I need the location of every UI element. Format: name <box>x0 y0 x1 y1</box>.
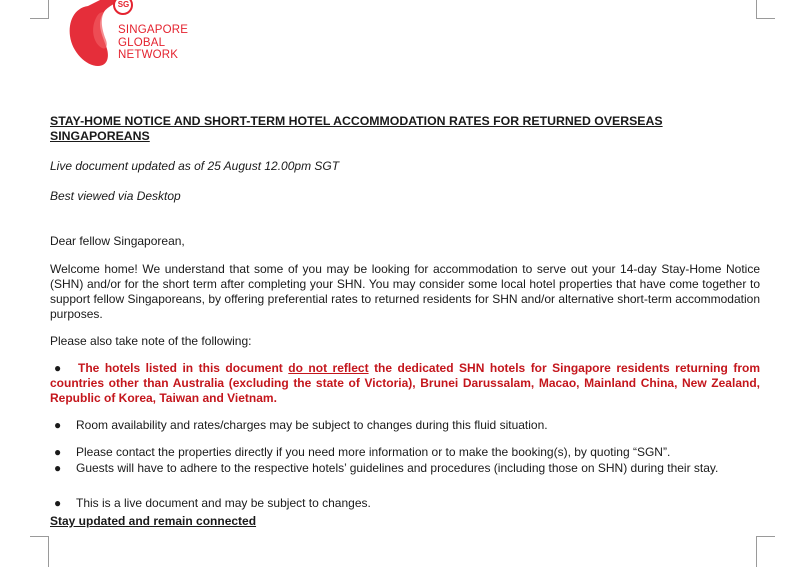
document-body <box>50 114 760 528</box>
list-item <box>50 418 760 433</box>
intro-paragraph: Welcome home! We understand that some of you may be looking for accommodation to serve out your 14-day Stay-Home Notice (SHN) and/or for the short term after completing your SHN. You may consider some local hotel properties that have come together to support fellow Singaporeans, by offering preferential rates to returned residents for SHN and/or alternative short-term accommodation purposes. <box>50 262 760 321</box>
bullet-text: Room availability and rates/charges may be subject to changes during this fluid situation. <box>76 418 548 432</box>
list-item <box>50 461 760 476</box>
bullet-dot: ● <box>54 461 62 475</box>
document-title: STAY-HOME NOTICE AND SHORT-TERM HOTEL ACCOMMODATION RATES FOR RETURNED OVERSEAS SINGAPOREANS <box>50 114 663 143</box>
bullet-dot: ● <box>54 418 62 432</box>
logo-line-3: NETWORK <box>118 49 179 61</box>
note-lead: Please also take note of the following: <box>50 334 252 348</box>
page-corner-bottom-right <box>756 536 775 567</box>
bullet-dot: ● <box>54 361 62 375</box>
list-item-red-notice <box>50 361 760 406</box>
red-notice-part1: The hotels listed in this document <box>78 361 289 375</box>
bullet-dot: ● <box>54 445 62 459</box>
page-corner-top-left <box>30 0 49 19</box>
list-item <box>50 445 760 460</box>
update-note: Live document updated as of 25 August 12.00pm SGT <box>50 159 340 173</box>
logo-badge: SG <box>117 0 130 9</box>
viewing-note: Best viewed via Desktop <box>50 189 181 203</box>
logo-line-2: GLOBAL <box>118 36 166 49</box>
salutation: Dear fellow Singaporean, <box>50 234 185 248</box>
red-notice-part2: the dedicated SHN hotels for Singapore residents returning from countries other than Australia (excluding the state of Victoria), Brunei Darussalam, Macao, Mainland China, New Zealand, Republic of Korea, Taiwan and Vietnam. <box>50 361 760 405</box>
page-corner-bottom-left <box>30 536 49 567</box>
stay-updated-link[interactable]: Stay updated and remain connected <box>50 514 257 528</box>
bullet-text: Please contact the properties directly if you need more information or to make the booking(s), by quoting “SGN”. <box>76 445 671 459</box>
logo-line-1: SINGAPORE <box>118 24 189 36</box>
bullet-dot: ● <box>54 496 62 510</box>
list-item <box>50 496 760 511</box>
red-notice-underlined: do not reflect <box>288 361 369 375</box>
bullet-text: Guests will have to adhere to the respective hotels’ guidelines and procedures (including those on SHN) during their stay. <box>76 461 719 475</box>
bullet-text: This is a live document and may be subject to changes. <box>76 496 371 510</box>
page-corner-top-right <box>756 0 775 19</box>
sgn-logo <box>60 0 210 72</box>
